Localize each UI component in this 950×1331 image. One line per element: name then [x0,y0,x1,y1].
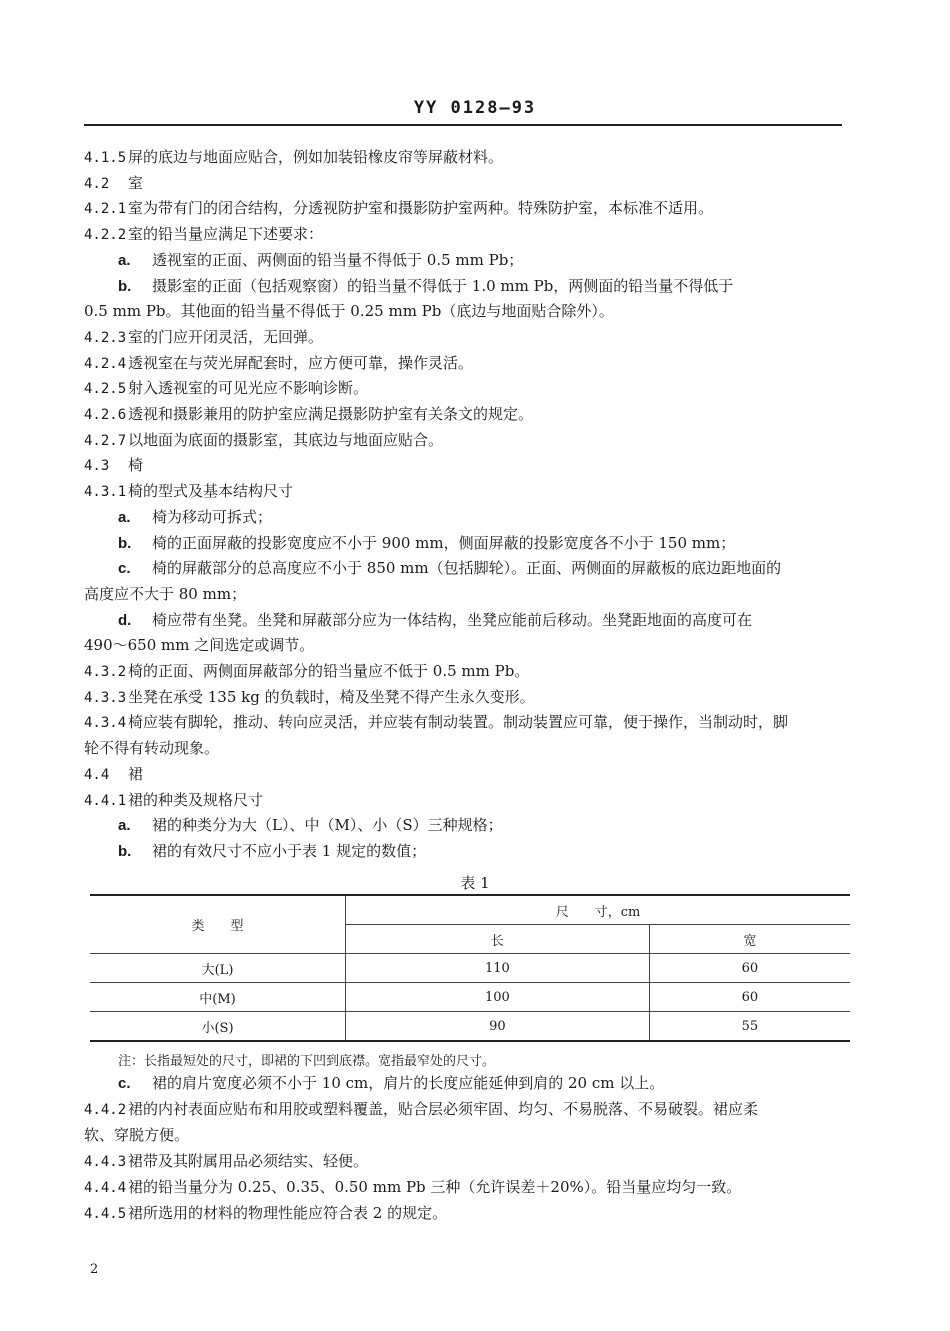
text-line [118,840,426,863]
item-label: a. [118,251,131,269]
document-header: YY 0128—93 [413,98,537,118]
clause-number: 4.2.2 [84,227,127,244]
size-table [90,894,850,1042]
text-line [84,737,219,759]
line-text: 室 [128,173,144,192]
item-label: c. [118,1075,131,1092]
text-line [84,583,246,605]
item-label: c. [118,560,131,578]
size-header: 尺 寸，cm [346,895,851,925]
clause-number: 4.3.3 [84,689,127,706]
type-cell: 中(M) [90,983,346,1012]
text-line [84,197,713,220]
item-label: d. [118,611,132,629]
clause-number: 4.2.6 [84,407,127,423]
long-cell: 110 [346,954,650,983]
clause-number: 4.4.5 [84,1206,127,1222]
line-text: 软、穿脱方便。 [84,1126,190,1144]
clause-number: 4.4.3 [84,1154,127,1170]
clause-number: 4.3.2 [84,664,127,680]
clause-number: 4.2.1 [84,201,127,218]
line-text: 椅为移动可拆式； [152,507,273,526]
text-line [84,480,293,503]
text-line [84,1176,741,1199]
text-line [84,223,323,246]
text-line [84,1202,447,1225]
line-text: 射入透视室的可见光应不影响诊断。 [128,379,369,398]
text-line [84,686,535,709]
text-line [84,377,368,400]
line-text: 490～650 mm 之间选定或调节。 [84,636,315,655]
line-text: 裙的种类及规格尺寸 [128,790,264,809]
wide-cell: 60 [649,983,850,1012]
line-text: 裙带及其附属用品必须结实、轻便。 [128,1152,369,1170]
line-text: 摄影室的正面（包括观察窗）的铅当量不得低于 1.0 mm Pb，两侧面的铅当量不得低于 [152,276,734,295]
clause-number: 4.2.7 [84,432,127,449]
line-text: 0.5 mm Pb。其他面的铅当量不得低于 0.25 mm Pb（底边与地面贴合除外）。 [84,302,614,321]
text-line [84,763,143,786]
line-text: 椅应装有脚轮，推动、转向应灵活，并应装有制动装置。制动装置应可靠，便于操作，当制动时，脚 [128,713,789,732]
clause-number: 4.3.4 [84,715,127,732]
text-line [118,1072,664,1095]
table-row [90,954,850,983]
text-line [84,403,533,426]
line-text: 以地面为底面的摄影室，其底边与地面应贴合。 [128,430,444,449]
clause-number: 4.4.1 [84,792,127,809]
text-line [118,609,752,632]
clause-number: 4.4.2 [84,1102,127,1118]
wide-cell: 60 [649,954,850,983]
clause-number: 4.2.4 [84,355,127,372]
long-cell: 90 [346,1012,650,1042]
line-text: 裙的种类分为大（L）、中（M）、小（S）三种规格； [152,816,503,835]
line-text: 透视室的正面、两侧面的铅当量不得低于 0.5 mm Pb； [152,250,524,269]
table-note: 注：长指最短处的尺寸，即裙的下凹到底襟。宽指最窄处的尺寸。 [118,1054,496,1069]
line-text: 裙的有效尺寸不应小于表 1 规定的数值； [152,841,427,860]
clause-number: 4.4 [84,766,110,783]
item-label: b. [118,534,132,552]
table-row [90,1012,850,1042]
type-cell: 小(S) [90,1012,346,1042]
text-line [84,1124,189,1146]
line-text: 椅 [128,456,144,475]
line-text: 裙所选用的材料的物理性能应符合表 2 的规定。 [128,1204,448,1222]
text-line [84,172,143,195]
line-text: 透视和摄影兼用的防护室应满足摄影防护室有关条文的规定。 [128,405,534,423]
long-cell: 100 [346,983,650,1012]
line-text: 裙的肩片宽度必须不小于 10 cm，肩片的长度应能延伸到肩的 20 cm 以上。 [152,1074,665,1092]
line-text: 裙的铅当量分为 0.25、0.35、0.50 mm Pb 三种（允许误差＋20%）。铅当量应均匀一致。 [128,1178,742,1196]
line-text: 室的门应开闭灵活，无回弹。 [128,327,324,346]
item-label: a. [118,508,131,526]
clause-number: 4.3 [84,458,110,475]
line-text: 椅的正面屏蔽的投影宽度应不小于 900 mm，侧面屏蔽的投影宽度各不小于 150 mm； [152,533,736,552]
long-header: 长 [346,925,650,954]
type-cell: 大(L) [90,954,346,983]
table-caption: 表 1 [460,874,490,892]
clause-number: 4.2.3 [84,329,127,346]
line-text: 室为带有门的闭合结构，分透视防护室和摄影防护室两种。特殊防护室，本标准不适用。 [128,199,714,218]
text-line [84,300,614,322]
line-text: 屏的底边与地面应贴合，例如加装铅橡皮帘等屏蔽材料。 [128,148,504,166]
line-text: 椅的型式及基本结构尺寸 [128,482,294,501]
text-line [84,429,443,452]
item-label: b. [118,277,132,295]
text-line [118,557,781,580]
text-line [84,146,503,169]
text-line [118,532,735,555]
line-text: 透视室在与荧光屏配套时，应方便可靠，操作灵活。 [128,353,474,372]
text-line [118,249,523,272]
table-row [90,983,850,1012]
header-rule [84,124,842,126]
clause-number: 4.4.4 [84,1180,127,1196]
line-text: 轮不得有转动现象。 [84,739,220,758]
text-line [84,352,473,375]
text-line [84,634,314,656]
line-text: 椅的正面、两侧面屏蔽部分的铅当量应不低于 0.5 mm Pb。 [128,662,530,680]
type-header: 类 型 [90,895,346,954]
line-text: 高度应不大于 80 mm； [84,584,247,603]
text-line [84,711,788,734]
clause-number: 4.2.5 [84,381,127,398]
wide-header: 宽 [649,925,850,954]
line-text: 椅应带有坐凳。坐凳和屏蔽部分应为一体结构，坐凳应能前后移动。坐凳距地面的高度可在 [152,610,753,629]
text-line [84,789,263,812]
line-text: 坐凳在承受 135 kg 的负载时，椅及坐凳不得产生永久变形。 [128,687,535,706]
wide-cell: 55 [649,1012,850,1042]
clause-number: 4.3.1 [84,484,127,501]
text-line [118,814,503,837]
line-text: 裙 [128,764,144,783]
text-line [84,1150,368,1173]
item-label: a. [118,817,131,835]
clause-number: 4.1.5 [84,150,127,166]
text-line [84,454,143,477]
text-line [118,275,733,298]
line-text: 室的铅当量应满足下述要求： [128,225,324,244]
text-line [118,506,272,529]
page-number: 2 [90,1262,99,1277]
text-line [84,660,529,683]
text-line [84,326,323,349]
line-text: 裙的内衬表面应贴布和用胶或塑料覆盖，贴合层必须牢固、均匀、不易脱落、不易破裂。裙应柔 [128,1100,759,1118]
item-label: b. [118,842,132,860]
clause-number: 4.2 [84,175,110,192]
line-text: 椅的屏蔽部分的总高度应不小于 850 mm（包括脚轮）。正面、两侧面的屏蔽板的底边距地面的 [152,559,782,578]
text-line [84,1098,758,1121]
